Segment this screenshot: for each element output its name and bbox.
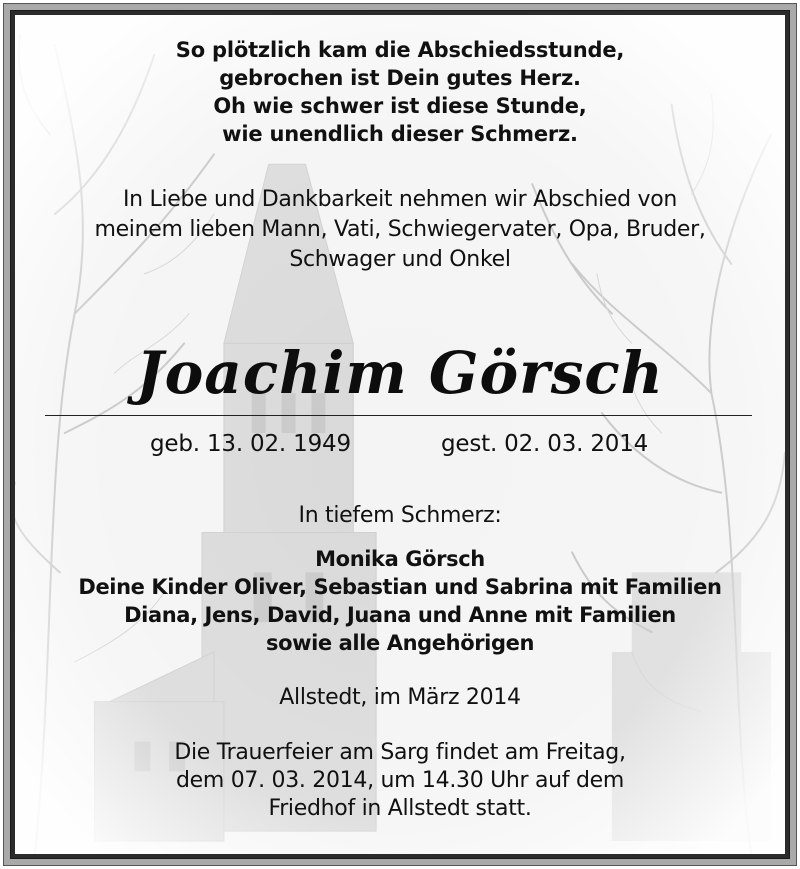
poem-line: Oh wie schwer ist diese Stunde,	[213, 94, 587, 118]
mourner-line: Diana, Jens, David, Juana und Anne mit Familien	[124, 603, 676, 627]
name-divider	[45, 415, 752, 416]
mourner-line: Monika Görsch	[315, 547, 485, 571]
birth-date: geb. 13. 02. 1949	[150, 431, 351, 457]
intro-line: In Liebe und Dankbarkeit nehmen wir Abschied von	[122, 187, 678, 212]
place-and-date: Allstedt, im März 2014	[279, 685, 521, 710]
memorial-poem	[15, 36, 785, 148]
frame-inner-border	[10, 10, 790, 859]
funeral-line: Friedhof in Allstedt statt.	[268, 796, 532, 821]
farewell-intro	[15, 185, 785, 275]
obituary-notice	[15, 15, 785, 854]
intro-line: Schwager und Onkel	[289, 247, 511, 272]
mourner-line: sowie alle Angehörigen	[265, 631, 535, 655]
deceased-name: Joachim Görsch	[136, 339, 664, 407]
funeral-line: Die Trauerfeier am Sarg findet am Freitag,	[174, 740, 626, 765]
poem-line: So plötzlich kam die Abschiedsstunde,	[175, 38, 625, 62]
poem-line: wie unendlich dieser Schmerz.	[222, 122, 578, 146]
poem-line: gebrochen ist Dein gutes Herz.	[219, 66, 581, 90]
mourners-list	[15, 545, 785, 657]
funeral-line: dem 07. 03. 2014, um 14.30 Uhr auf dem	[176, 768, 624, 793]
death-date: gest. 02. 03. 2014	[441, 431, 649, 457]
intro-line: meinem lieben Mann, Vati, Schwiegervater, Opa, Bruder,	[94, 217, 706, 242]
mourner-line: Deine Kinder Oliver, Sebastian und Sabrina mit Familien	[78, 575, 722, 599]
notice-frame	[3, 3, 797, 866]
funeral-details	[15, 739, 785, 823]
notice-content	[15, 15, 785, 854]
mourners-heading: In tiefem Schmerz:	[298, 503, 502, 528]
